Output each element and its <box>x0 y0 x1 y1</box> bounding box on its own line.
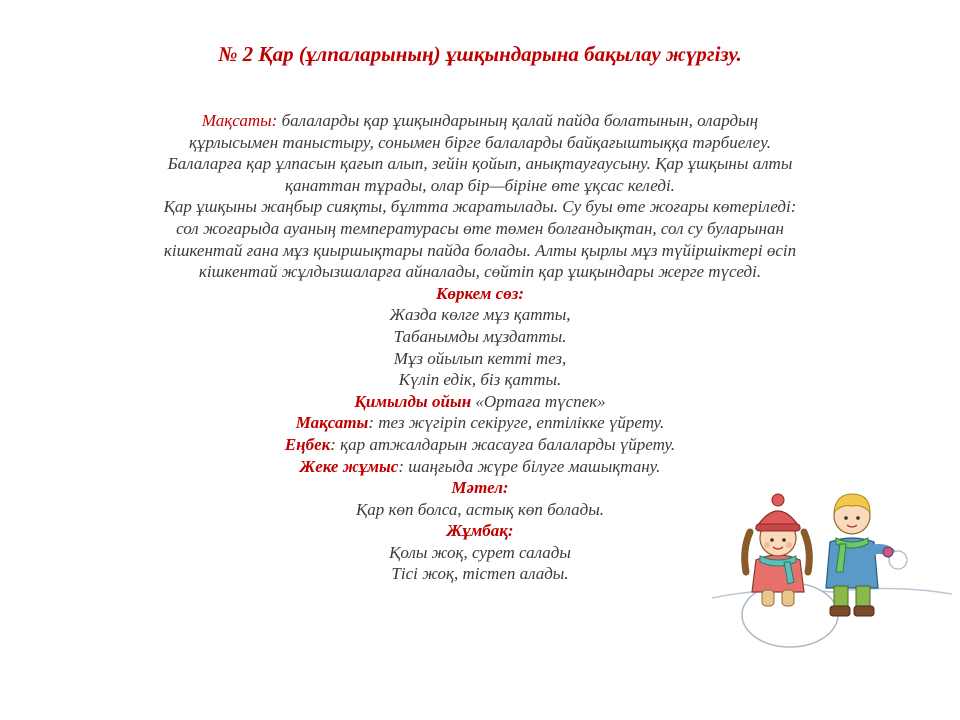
game-name: «Ортаға түспек» <box>471 391 606 411</box>
game-goal-label: Мақсаты <box>295 413 369 433</box>
goal-line-2: құрлысымен таныстыру, сонымен бірге балаларды байқағыштыққа тәрбиелеу. <box>189 132 771 152</box>
game-label: Қимылды ойын <box>354 391 472 411</box>
labor-text: : қар атжалдарын жасауға балаларды үйрету. <box>330 434 676 454</box>
paragraph2-line-3: кішкентай ғана мұз қиыршықтары пайда болады. Алты қырлы мұз түйіршіктері өсіп <box>163 240 797 260</box>
goal-label: Мақсаты <box>201 111 272 130</box>
girl-figure <box>745 494 810 606</box>
poem-heading: Көркем сөз: <box>436 283 524 303</box>
paragraph1-line-1: Балаларға қар ұлпасын қағып алып, зейін қойып, анықтауғаусыну. Қар ұшқыны алты <box>167 154 793 174</box>
game-goal-text: : тез жүгіріп секіруге, ептілікке үйрету. <box>368 413 665 433</box>
individual-label: Жеке жұмыс <box>299 456 399 476</box>
poem-line-3: Мұз ойылып кетті тез, <box>393 348 567 368</box>
poem-line-1: Жазда көлге мұз қатты, <box>389 305 571 325</box>
riddle-heading: Жұмбақ: <box>446 521 514 541</box>
goal-text-1: балаларды қар ұшқындарының қалай пайда болатынын, олардың <box>277 111 759 130</box>
individual-line <box>60 456 900 478</box>
proverb-heading: Мәтел: <box>451 478 509 498</box>
proverb-text: Қар көп болса, астық көп болады. <box>356 499 604 519</box>
poem-line-2: Табанымды мұздатты. <box>393 326 567 346</box>
individual-text: : шаңғыда жүре білуге машықтану. <box>398 456 661 476</box>
goal-colon: : <box>271 111 278 130</box>
game-goal-line <box>60 412 900 434</box>
snow-ground <box>712 588 952 598</box>
boy-figure <box>826 494 907 616</box>
labor-line <box>60 434 900 456</box>
goal-line-1 <box>60 110 900 132</box>
paragraph2-line-2: сол жоғарыда ауаның температурасы өте төмен болғандықтан, сол су буларынан <box>176 218 784 238</box>
paragraph2-line-4: кішкентай жұлдызшаларға айналады, сөйтіп қар ұшқындары жерге түседі. <box>198 262 762 282</box>
game-line <box>60 391 900 413</box>
children-snow-illustration <box>712 480 952 650</box>
poem-line-4: Күліп едік, біз қатты. <box>398 370 562 390</box>
page-title: № 2 Қар (ұлпаларының) ұшқындарына бақылау жүргізу. <box>218 42 742 66</box>
paragraph2-line-1: Қар ұшқыны жаңбыр сияқты, бұлтта жаратылады. Су буы өте жоғары көтеріледі: <box>163 197 797 217</box>
riddle-line-1: Қолы жоқ, сурет салады <box>389 542 571 562</box>
paragraph1-line-2: қанаттан тұрады, олар бір—біріне өте ұқсас келеді. <box>285 175 675 195</box>
labor-label: Еңбек <box>284 434 331 454</box>
riddle-line-2: Тісі жоқ, тістеп алады. <box>391 564 569 584</box>
